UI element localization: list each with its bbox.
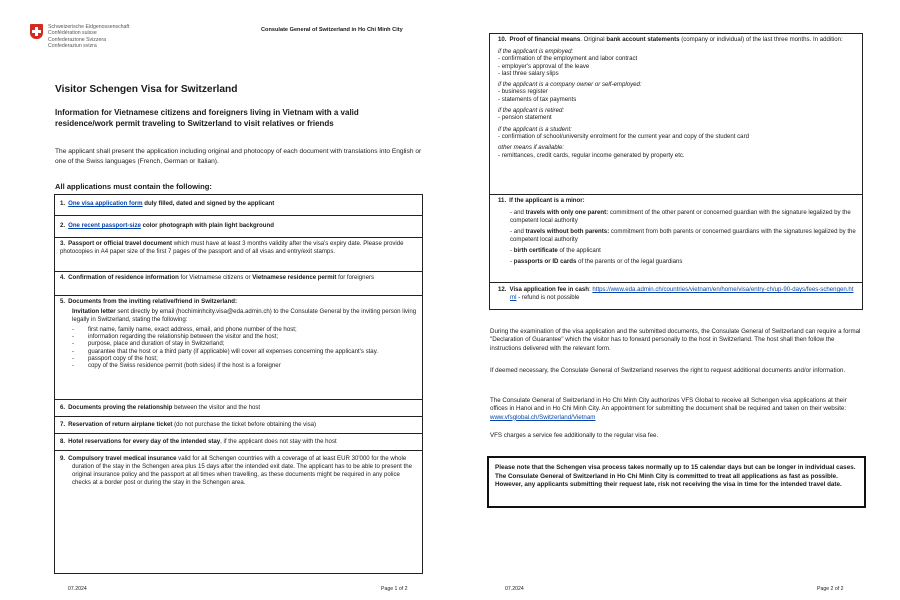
item-text: which must have at least 3 months validity after the visa's expiry date. Please provide photocopies in A4 paper size of the first 7 pages of the passport and of all visas and entry/exit stamps. xyxy=(60,240,404,255)
federal-line: Confederazione Svizzera xyxy=(48,36,106,43)
item-bold: birth certificate xyxy=(513,247,558,254)
group-heading: if the applicant is a company owner or self-employed: xyxy=(498,81,642,89)
item-text: (company or individual) of the last three months. In addition: xyxy=(679,36,843,43)
item-text: : xyxy=(588,286,593,293)
item-text: of the applicant xyxy=(557,247,601,254)
item-bold: passports or ID cards xyxy=(513,258,577,265)
list-item: - guarantee that the host or a third party (if applicable) will cover all expenses concerning the applicant's stay. xyxy=(72,348,418,355)
req-item-11 xyxy=(490,195,862,283)
item-text: commitment of the other parent or concerned guardian with the signature legalized by the competent local authority xyxy=(510,209,851,224)
item-bold: Compulsory travel medical insurance xyxy=(68,455,177,462)
item-text: for foreigners xyxy=(336,274,375,281)
group-heading: if the applicant is retired: xyxy=(498,107,565,115)
financial-group-student xyxy=(498,126,857,141)
req-item-6 xyxy=(55,400,422,417)
item-number: 7. xyxy=(60,421,66,428)
page-title: Visitor Schengen Visa for Switzerland xyxy=(55,84,238,95)
group-line: - employer's approval of the leave xyxy=(498,62,590,70)
item-bold: Reservation of return airplane ticket xyxy=(68,421,173,428)
item-number: 8. xyxy=(60,438,66,445)
item-number: 1. xyxy=(60,200,66,207)
list-item: - information regarding the relationship between the visitor and the host; xyxy=(72,333,418,340)
financial-group-owner xyxy=(498,81,857,103)
list-item: - purpose, place and duration of stay in Switzerland; xyxy=(72,340,418,347)
item-text: - refund is not possible xyxy=(516,294,580,301)
group-line: - statements of tax payments xyxy=(498,95,577,103)
req-item-7 xyxy=(55,417,422,434)
consulate-header: Consulate General of Switzerland in Ho Chi Minh City xyxy=(261,27,403,33)
federal-line: Confederaziun svizra xyxy=(48,42,97,49)
item-text: for Vietnamese citizens or xyxy=(178,274,253,281)
additional-docs-paragraph: If deemed necessary, the Consulate General of Switzerland reserves the right to request additional documents and/or information. xyxy=(490,367,846,374)
group-line: - pension statement xyxy=(498,114,552,122)
footer-date: 07.2024 xyxy=(505,586,524,592)
list-item: - first name, family name, exact address, email, and phone number of the host; xyxy=(72,326,418,333)
group-line: - confirmation of school/university enrolment for the current year and copy of the student card xyxy=(498,132,749,140)
item-bold: Proof of financial means xyxy=(509,36,581,43)
item-number: 9. xyxy=(60,455,66,462)
group-line: - remittances, credit cards, regular income generated by property etc. xyxy=(498,151,685,159)
processing-notice: Please note that the Schengen visa process takes normally up to 15 calendar days but can be longer in individual cases. The Consulate General of Switzerland in Ho Chi Minh City is committed to treat all applications as fast as possible. However, any applicants submitting their request late, risk not receiving the visa in time for the intended travel date. xyxy=(487,456,866,508)
item-text: between the visitor and the host xyxy=(172,404,261,411)
item-bold: Passport or official travel document xyxy=(68,240,173,247)
vfs-paragraph xyxy=(490,397,863,422)
vfs-fee-paragraph: VFS charges a service fee additionally to the regular visa fee. xyxy=(490,432,659,439)
federal-line: Schweizerische Eidgenossenschaft xyxy=(48,24,130,30)
passport-photo-link[interactable]: One recent passport-size xyxy=(68,222,141,229)
req-item-4 xyxy=(55,272,422,296)
item-text: . Original xyxy=(580,36,607,43)
item-bold: Confirmation of residence information xyxy=(68,274,179,281)
item-text: - and xyxy=(510,209,526,216)
item-bold: Documents proving the relationship xyxy=(68,404,173,411)
item-text: of the parents or of the legal guardians xyxy=(576,258,683,265)
item-bold: Visa application fee in cash xyxy=(509,286,589,293)
item-bold: If the applicant is a minor: xyxy=(509,197,585,204)
item-text: - xyxy=(510,258,514,265)
item-bold: travels with only one parent: xyxy=(525,209,609,216)
requirements-heading: All applications must contain the following: xyxy=(55,182,212,191)
item-text: duly filled, dated and signed by the applicant xyxy=(142,200,275,207)
financial-group-other xyxy=(498,144,857,159)
visa-form-link[interactable]: One visa application form xyxy=(68,200,143,207)
item-text: color photograph with plain light background xyxy=(140,222,274,229)
declaration-paragraph: During the examination of the visa application and the submitted documents, the Consulate General of Switzerland can require a formal "Declaration of Guarantee" which the visitor has to forward personally to the host in Switzerland. The host shall then follow the instructions delivered with the relevant form. xyxy=(490,328,861,352)
group-line: - confirmation of the employment and labor contract xyxy=(498,55,638,63)
item-number: 12. xyxy=(498,286,507,293)
item-text: - xyxy=(510,247,514,254)
item-bold: Vietnamese residence permit xyxy=(252,274,337,281)
item-number: 4. xyxy=(60,274,66,281)
list-item: - copy of the Swiss residence permit (both sides) if the host is a foreigner xyxy=(72,362,418,369)
group-heading: if the applicant is employed: xyxy=(498,48,574,55)
req-item-5 xyxy=(55,296,422,400)
item-bold: travels without both parents: xyxy=(525,228,610,235)
requirements-table-continued xyxy=(489,33,863,310)
req-item-2 xyxy=(55,216,422,238)
group-line: - business register xyxy=(498,88,548,96)
group-line: - last three salary slips xyxy=(498,69,559,77)
group-heading: if the applicant is a student: xyxy=(498,125,572,133)
req-item-8 xyxy=(55,434,422,451)
item-text: commitment from both parents or concerned guardians with the signatures legalized by the competent local authority xyxy=(510,228,856,243)
req-item-12 xyxy=(490,283,862,309)
fees-link[interactable]: https://www.eda.admin.ch/countries/vietnam/en/home/visa/entry-ch/up-90-days/fees-schengen.html xyxy=(510,286,854,301)
req-item-10 xyxy=(490,34,862,195)
item-bold: Hotel reservations for every day of the intended stay xyxy=(68,438,221,445)
item-text: sent directly by email (hochiminhcity.visa@eda.admin.ch) to the Consulate General by the inviting person living legally in Switzerland, stating the following: xyxy=(72,308,417,323)
item-text: (do not purchase the ticket before obtaining the visa) xyxy=(172,421,317,428)
req-item-1 xyxy=(55,195,422,216)
req-item-9 xyxy=(55,451,422,593)
requirements-table xyxy=(54,194,423,574)
footer-page-number: Page 2 of 2 xyxy=(817,586,844,592)
list-item: - passport copy of the host; xyxy=(72,355,418,362)
item-number: 2. xyxy=(60,222,66,229)
item-bold: Invitation letter xyxy=(72,308,116,315)
swiss-cross-icon xyxy=(30,24,43,39)
item-number: 5. xyxy=(60,298,66,305)
intro-text: The applicant shall present the application including original and photocopy of each document with translations into English or one of the Swiss languages (French, German or Italian). xyxy=(55,148,422,165)
page-2 xyxy=(450,0,900,600)
financial-group-retired xyxy=(498,107,857,122)
financial-group-employed xyxy=(498,48,857,77)
federal-line: Confédération suisse xyxy=(48,30,97,37)
footer-page-number: Page 1 of 2 xyxy=(381,586,408,592)
item-text: valid for all Schengen countries with a coverage of at least EUR 30'000 for the whole duration of the stay in the Schengen area plus 15 days after the intended exit date. The applicant has to be able to present the original insurance policy and the passport at all times when travelling, as these documents might be required in any police checks at a border post or during the stay in the Schengen area. xyxy=(72,455,413,486)
page-subtitle: Information for Vietnamese citizens and foreigners living in Vietnam with a valid residence/work permit traveling to Switzerland to visit relatives or friends xyxy=(55,108,359,128)
item-number: 10. xyxy=(498,36,507,43)
item-number: 6. xyxy=(60,404,66,411)
req-item-3 xyxy=(55,238,422,272)
group-heading: other means if available: xyxy=(498,144,565,152)
item-text: - and xyxy=(510,228,526,235)
paragraph-text: The Consulate General of Switzerland in Ho Chi Minh City authorizes VFS Global to receive all Schengen visa applications at their offices in Hanoi and in Ho Chi Minh City. An appointment for submitting the document shall be required and taken on their website: xyxy=(490,397,847,413)
invitation-list xyxy=(60,326,418,369)
item-number: 11. xyxy=(498,197,507,204)
item-bold: bank account statements xyxy=(606,36,680,43)
item-number: 3. xyxy=(60,240,66,247)
vfs-link[interactable]: www.vfsglobal.ch/Switzerland/Vietnam xyxy=(490,413,596,421)
item-text: , if the applicant does not stay with the host xyxy=(220,438,337,445)
federal-names xyxy=(48,24,129,49)
item-bold: Documents from the inviting relative/friend in Switzerland: xyxy=(68,298,238,305)
swiss-logo xyxy=(30,24,129,49)
footer-date: 07.2024 xyxy=(68,586,87,592)
